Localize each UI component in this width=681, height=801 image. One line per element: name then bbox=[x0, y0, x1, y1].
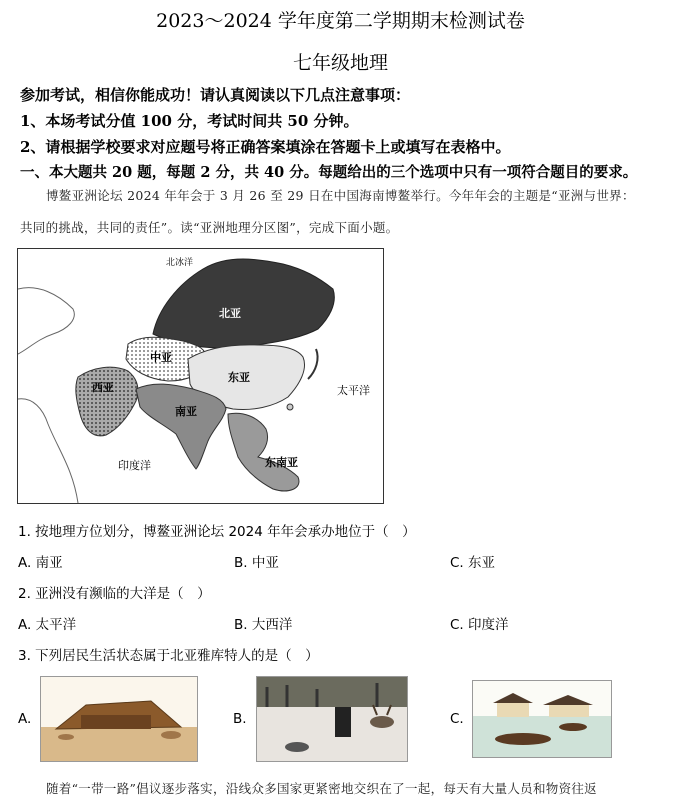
footer-intro-line: 随着“一带一路”倡议逐步落实，沿线众多国家更紧密地交织在了一起，每天有大量人员和物资往返 bbox=[46, 781, 597, 796]
exam-subtitle: 七年级地理 bbox=[292, 52, 388, 74]
q2-option-b[interactable]: B. 大西洋 bbox=[234, 617, 293, 633]
exam-title: 2023～2024 学年度第二学期期末检测试卷 bbox=[156, 10, 525, 32]
japan-islands bbox=[308, 349, 318, 379]
q2-option-c[interactable]: C. 印度洋 bbox=[450, 617, 509, 633]
q1-option-c[interactable]: C. 东亚 bbox=[450, 555, 496, 571]
map-label-southeast-asia: 东南亚 bbox=[265, 456, 298, 469]
q1-option-a[interactable]: A. 南亚 bbox=[18, 555, 63, 571]
q3-option-c[interactable]: C. bbox=[450, 711, 464, 727]
west-asia-region bbox=[76, 367, 138, 436]
map-label-south-asia: 南亚 bbox=[175, 405, 197, 418]
desert-scene-icon bbox=[41, 677, 197, 761]
q3-option-b[interactable]: B. bbox=[233, 711, 247, 727]
notice-item-2: 2、请根据学校要求对应题号将正确答案填涂在答题卡上或填写在表格中。 bbox=[20, 138, 511, 156]
q3-image-c-water-village[interactable] bbox=[472, 680, 612, 758]
question-2: 2. 亚洲没有濒临的大洋是（ ） bbox=[18, 586, 211, 602]
europe-outline bbox=[18, 288, 74, 354]
q3-image-a-desert-tent[interactable] bbox=[40, 676, 198, 762]
question-3: 3. 下列居民生活状态属于北亚雅库特人的是（ ） bbox=[18, 648, 319, 664]
map-label-central-asia: 中亚 bbox=[150, 351, 172, 364]
notice-item-1: 1、本场考试分值 100 分，考试时间共 50 分钟。 bbox=[20, 112, 359, 130]
q2-option-a[interactable]: A. 太平洋 bbox=[18, 617, 77, 633]
snow-scene-icon bbox=[257, 677, 407, 761]
map-label-indian-ocean: 印度洋 bbox=[118, 459, 151, 472]
notice-heading: 参加考试，相信你能成功！请认真阅读以下几点注意事项： bbox=[20, 86, 411, 104]
section-heading: 一、本大题共 20 题，每题 2 分，共 40 分。每题给出的三个选项中只有一项符合题目的要求。 bbox=[20, 164, 638, 181]
north-asia-region bbox=[153, 259, 334, 348]
island-shape bbox=[287, 404, 293, 410]
africa-outline bbox=[18, 399, 78, 503]
map-label-north-asia: 北亚 bbox=[219, 307, 241, 320]
map-label-arctic: 北冰洋 bbox=[166, 258, 194, 268]
river-scene-icon bbox=[473, 681, 611, 757]
map-label-east-asia: 东亚 bbox=[228, 371, 250, 384]
question-1: 1. 按地理方位划分，博鳌亚洲论坛 2024 年年会承办地位于（ ） bbox=[18, 524, 416, 540]
q1-option-b[interactable]: B. 中亚 bbox=[234, 555, 279, 571]
asia-region-map bbox=[17, 248, 384, 504]
intro-line-1: 博鳌亚洲论坛 2024 年年会于 3 月 26 至 29 日在中国海南博鳌举行。今年年会的主题是“亚洲与世界： bbox=[46, 188, 635, 203]
southeast-asia-region bbox=[228, 413, 299, 491]
q3-option-a[interactable]: A. bbox=[18, 711, 32, 727]
asia-map-svg bbox=[18, 249, 383, 503]
map-label-west-asia: 西亚 bbox=[92, 381, 114, 394]
q3-image-b-reindeer-sled[interactable] bbox=[256, 676, 408, 762]
map-label-pacific: 太平洋 bbox=[337, 384, 370, 397]
intro-line-2: 共同的挑战，共同的责任”。读“亚洲地理分区图”，完成下面小题。 bbox=[20, 220, 399, 235]
